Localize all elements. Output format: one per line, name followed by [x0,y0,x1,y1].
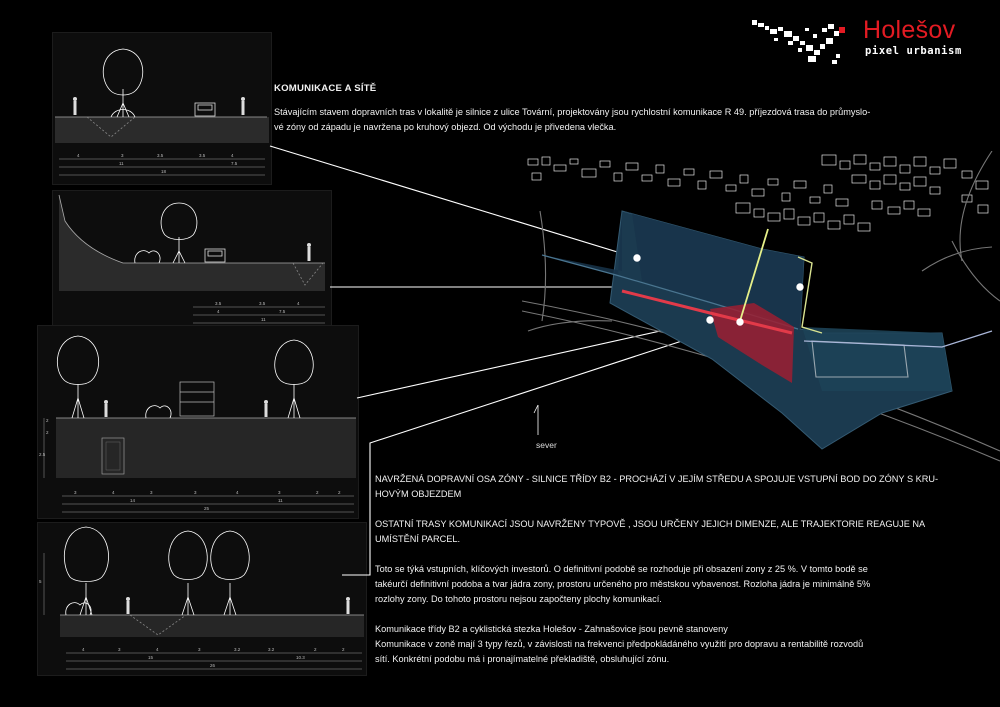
dimension-label: 25 [204,506,210,511]
intro-text [274,81,984,135]
person-icon [126,597,130,614]
dimension-label: 3.5 [259,301,266,306]
section-heading: KOMUNIKACE A SÍTĚ [274,83,377,94]
logo-subtitle: pixel urbanism [865,45,962,57]
zone-polygon [802,327,952,391]
road-section-4 [37,522,367,676]
dimension-label: 4 [231,153,234,158]
dimension-label: 3 [150,490,153,495]
paragraph-line: takéurčí definitivní podoba a tvar jádra zony, prostoru určeného pro městskou vybavenost. Rozloha jádra je minimálně 5% [375,579,871,589]
dimension-label: 3.5 [215,301,222,306]
dimension-label: 10.3 [296,655,305,660]
bush-icon [135,251,160,263]
logo-title: Holešov [863,16,956,44]
paragraph-line: Komunikace v zoně mají 3 typy řezů, v závislosti na frekvenci předpokládáného využití pro dopravu a rentabilitě rozvodů [375,639,864,649]
tree-icon [211,531,250,615]
caps-line: NAVRŽENÁ DOPRAVNÍ OSA ZÓNY - SILNICE TŘÍDY B2 - PROCHÁZÍ V JEJÍM STŘEDU A SPOJUJE VSTUPNÍ BOD DO ZÓNY S KRU- [375,474,939,484]
site-map [522,151,1000,463]
paragraph-line: rozlohy zony. Do tohoto prostoru nejsou započteny plochy komunikací. [375,594,662,604]
dimension-label: 3 [278,490,281,495]
dimension-label: 2 [46,418,49,423]
road-section-3 [37,325,359,519]
dimension-label: 3.5 [157,153,164,158]
dimension-label: 2 [316,490,319,495]
north-label: sever [536,440,557,450]
person-icon [264,400,268,417]
logo [748,14,988,70]
tree-icon [169,531,208,615]
road-section-3-drawing [38,326,358,518]
tree-icon [103,49,143,117]
bush-icon [66,603,91,615]
road-section-4-drawing [38,523,366,675]
dimension-label: 15 [148,655,154,660]
road-section-1-drawing [53,33,271,184]
dimension-label: 14 [130,498,136,503]
north-arrow-icon [534,405,538,435]
dimension-label: 2 [314,647,317,652]
dimension-label: 4 [156,647,159,652]
tree-icon [57,336,98,418]
dimension-label: 3 [121,153,124,158]
dimension-label: 2 [338,490,341,495]
paragraph-line: Toto se týká vstupních, klíčových investorů. O definitivní podobě se rozhoduje při obsazení zony z 25 %. V tomto bodě se [375,564,868,574]
dimension-label: 3.5 [199,153,206,158]
caps-line: HOVÝM OBJEZDEM [375,489,462,499]
dimension-label: 7.5 [279,309,286,314]
person-icon [241,97,245,115]
dimension-label: 2 [342,647,345,652]
dimension-label: 4 [217,309,220,314]
dimension-label: 26 [210,663,216,668]
dimension-label: 11 [119,161,124,166]
paragraph-line: sítí. Konkrétní podobu má i pronajímatelné překladiště, obsluhující zónu. [375,654,670,664]
person-icon [104,400,108,417]
dimension-label: 5 [39,579,42,584]
dimension-label: 4 [77,153,80,158]
intro-line-1: Stávajícím stavem dopravních tras v lokalitě je silnice z ulice Tovární, projektovány jsou rychlostní komunikace R 49. příjezdová trasa do průmyslo- [274,107,871,117]
person-icon [73,97,77,115]
dimension-label: 3 [198,647,201,652]
dimension-label: 4 [112,490,115,495]
dimension-label: 4 [82,647,85,652]
intro-line-2: vé zóny od západu je navržena po kruhový objezd. Od východu je přivedena vlečka. [274,122,617,132]
site-map-drawing [522,151,1000,463]
dimension-label: 2 [46,430,49,435]
dimension-label: 3 [118,647,121,652]
dimension-label: 11 [278,498,283,503]
person-icon [307,243,311,261]
dimension-label: 18 [161,169,167,174]
bush-icon [146,406,171,418]
tree-icon [64,527,108,615]
car-icon [205,249,225,262]
dimension-label: 4 [236,490,239,495]
road-section-1 [52,32,272,185]
dimension-label: 3 [74,490,77,495]
logo-pixel-mark [748,14,848,70]
caps-line: OSTATNÍ TRASY KOMUNIKACÍ JSOU NAVRŽENY TYPOVĚ , JSOU URČENY JEJICH DIMENZE, ALE TRAJEKTORIE REAGUJE NA [375,519,926,529]
person-icon [346,597,350,614]
dimension-label: 3.2 [268,647,275,652]
dimension-label: 2.5 [39,452,46,457]
road-section-2-drawing [53,191,331,328]
urban-fabric [528,155,988,231]
vehicle-icon [180,382,214,416]
caps-line: UMÍSTĚNÍ PARCEL. [375,534,461,544]
dimension-label: 3 [194,490,197,495]
tree-icon [275,340,314,418]
tree-icon [161,203,197,263]
dimension-label: 7.5 [231,161,238,166]
dimension-label: 3.2 [234,647,241,652]
description-text [375,472,985,667]
road-section-2 [52,190,332,329]
dimension-label: 11 [261,317,266,322]
paragraph-line: Komunikace třídy B2 a cyklistická stezka Holešov - Zahnašovice jsou pevně stanoveny [375,624,728,634]
dimension-label: 4 [297,301,300,306]
car-icon [195,103,215,116]
